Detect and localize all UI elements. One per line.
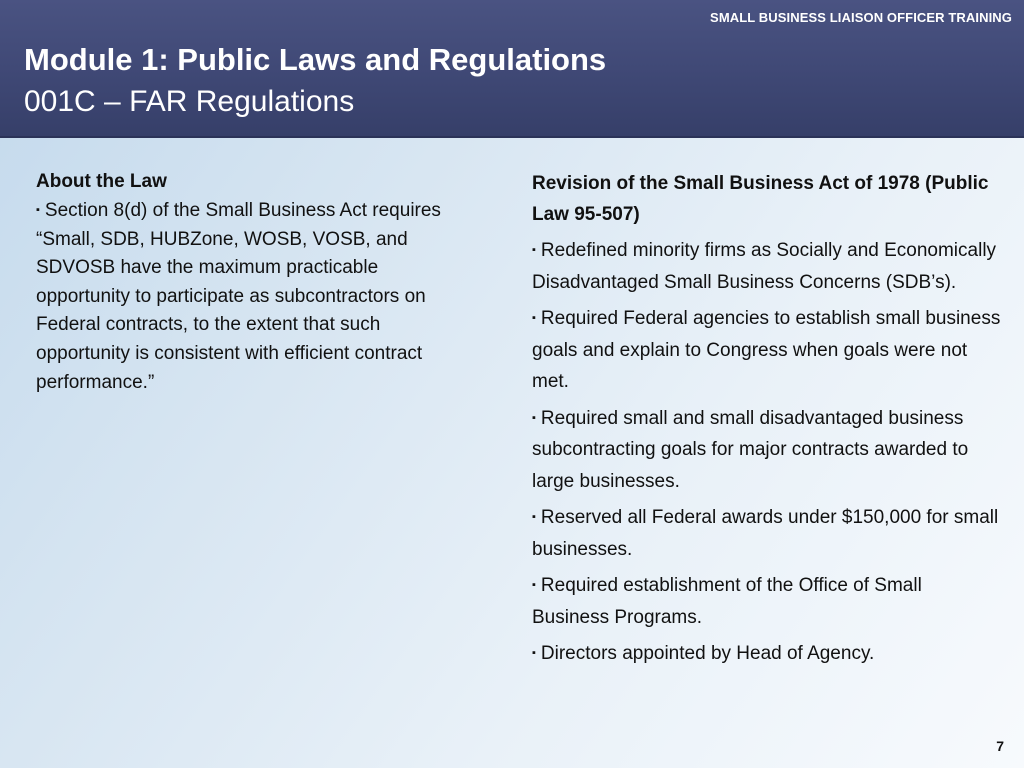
left-column <box>36 168 476 397</box>
right-bullet-text: Required small and small disadvantaged business subcontracting goals for major contracts awarded to large businesses. <box>532 407 969 492</box>
bullet-icon: ▪ <box>532 579 536 591</box>
right-bullet-text: Redefined minority firms as Socially and Economically Disadvantaged Small Business Concerns (SDB’s). <box>532 240 997 293</box>
slide-title: Module 1: Public Laws and Regulations <box>24 42 607 77</box>
bullet-icon: ▪ <box>532 312 536 324</box>
right-bullet-item <box>532 502 1002 565</box>
right-bullet-text: Directors appointed by Head of Agency. <box>540 643 875 664</box>
bullet-icon: ▪ <box>532 411 536 424</box>
right-column <box>532 168 1002 670</box>
right-bullet-item <box>532 403 1002 498</box>
bullet-icon: ▪ <box>36 204 40 216</box>
right-bullet-item <box>532 638 1002 670</box>
slide-subtitle: 001C – FAR Regulations <box>24 85 355 118</box>
right-heading: Revision of the Small Business Act of 1978 (Public Law 95-507) <box>532 173 989 225</box>
bullet-icon: ▪ <box>532 511 536 523</box>
right-bullet-text: Required establishment of the Office of Small Business Programs. <box>532 575 922 628</box>
left-bullet-text: Section 8(d) of the Small Business Act requires “Small, SDB, HUBZone, WOSB, VOSB, and SDVOSB have the maximum practicable opportunity to participate as subcontractors on Federal contracts, to the extent that such opportunity is consistent with efficient contract performance.” <box>36 200 441 393</box>
right-bullet-item <box>532 570 1002 633</box>
page-number: 7 <box>996 738 1004 754</box>
right-bullet-text: Required Federal agencies to establish small business goals and explain to Congress when goals were not met. <box>532 308 1001 392</box>
right-bullet-item <box>532 303 1002 398</box>
bullet-icon: ▪ <box>532 244 536 256</box>
bullet-icon: ▪ <box>532 647 536 659</box>
slide-header <box>0 0 1024 138</box>
right-bullet-item <box>532 235 1002 298</box>
program-label: SMALL BUSINESS LIAISON OFFICER TRAINING <box>710 10 1012 25</box>
right-bullet-text: Reserved all Federal awards under $150,000 for small businesses. <box>532 507 999 560</box>
left-bullet-item <box>36 196 476 397</box>
left-heading: About the Law <box>36 171 167 192</box>
